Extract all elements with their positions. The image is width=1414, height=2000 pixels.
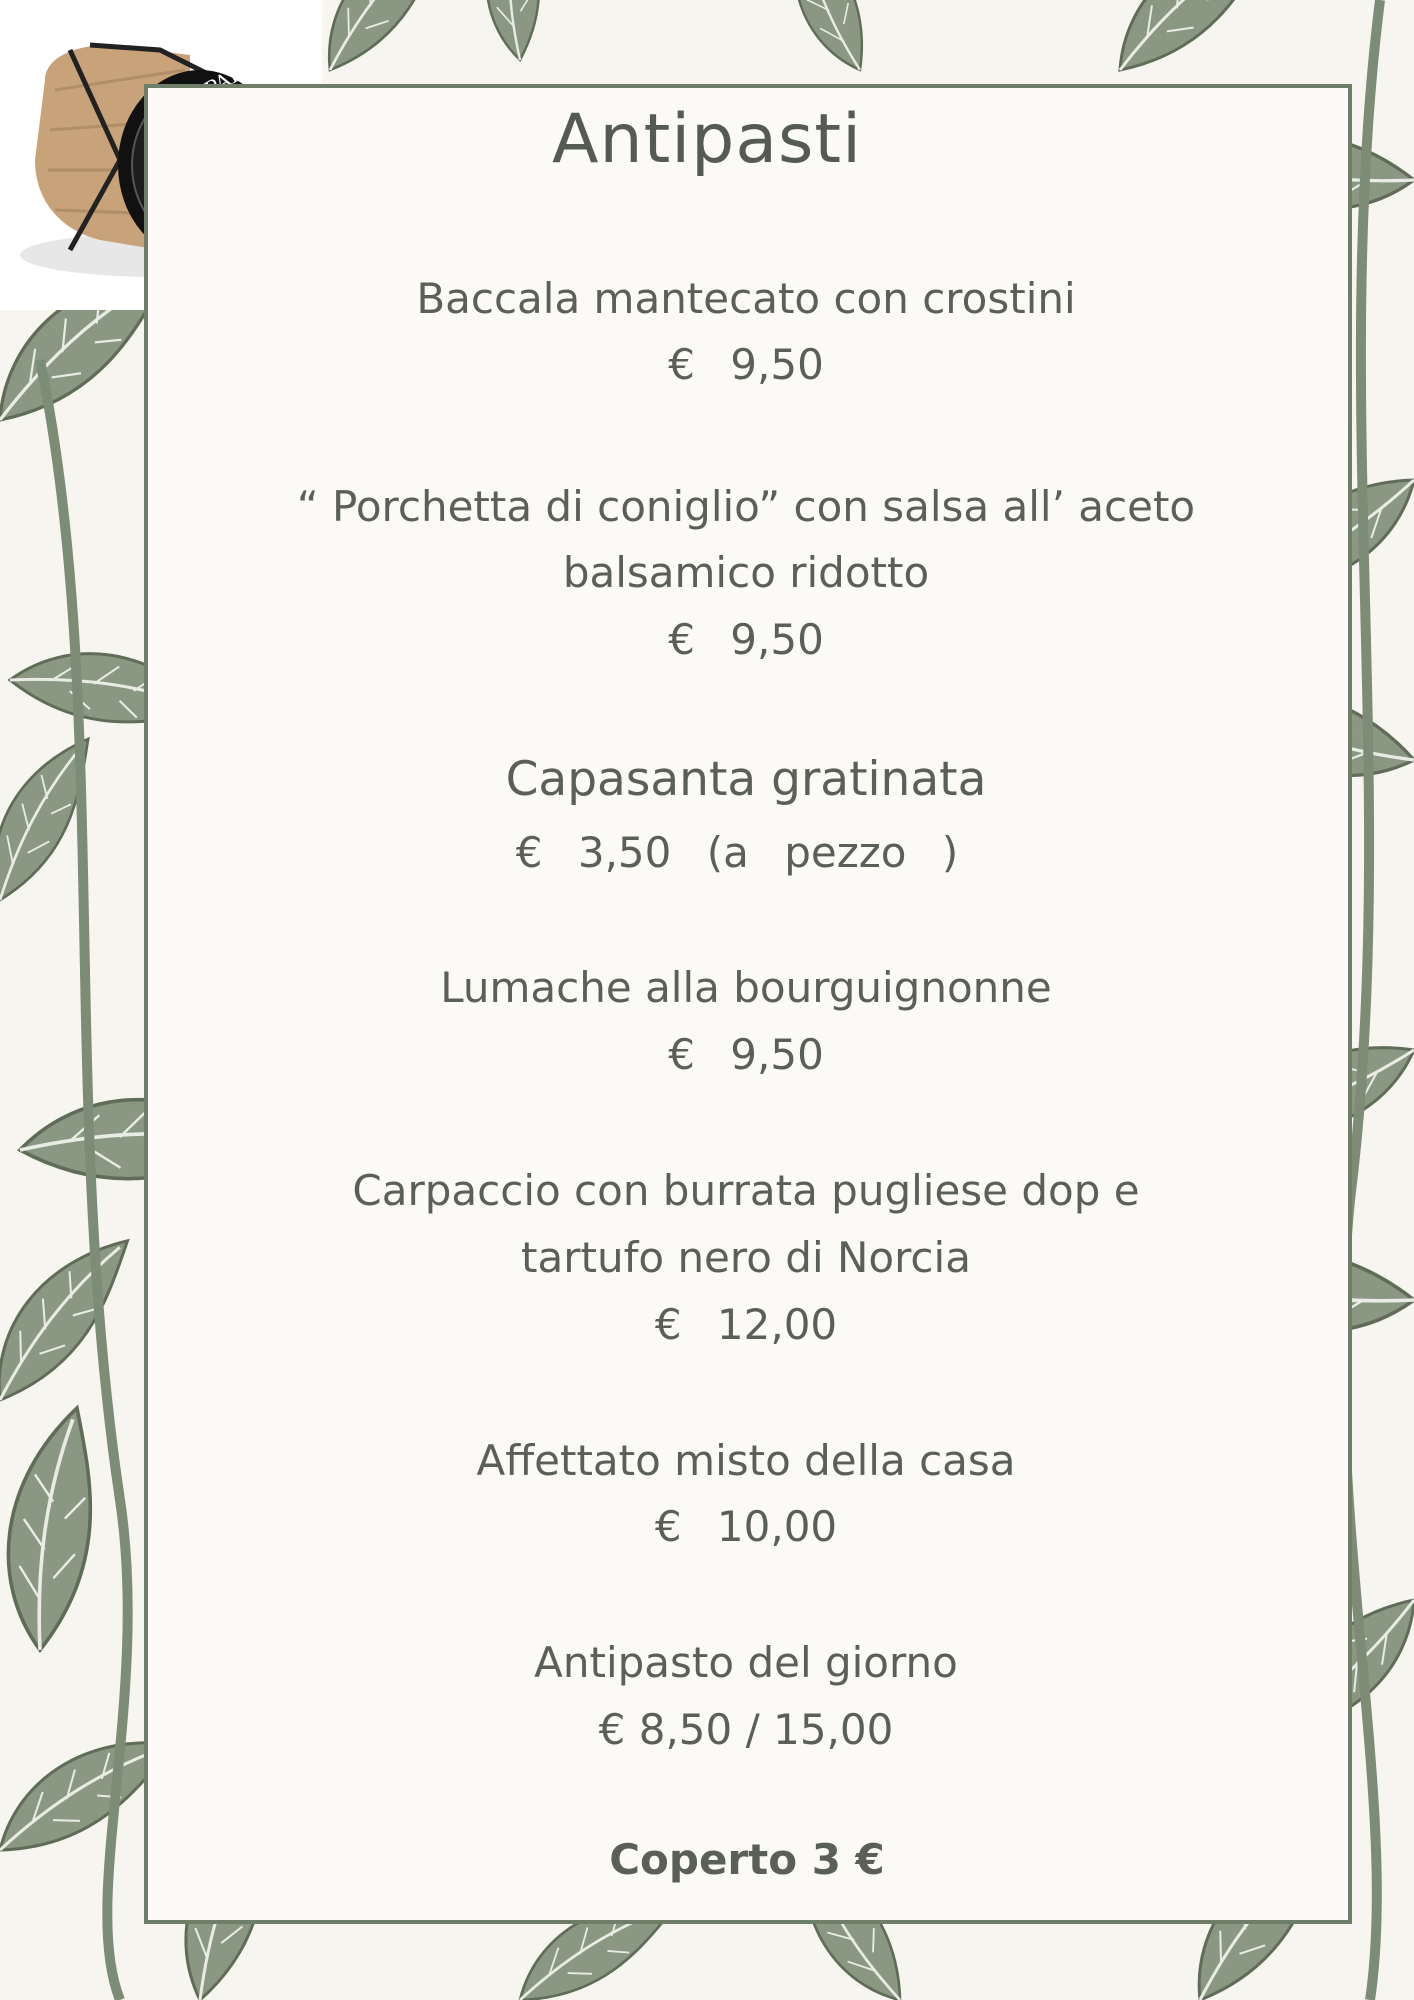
menu-item-price: € 9,50 <box>668 1030 824 1079</box>
menu-item-price: € 9,50 <box>668 615 824 664</box>
menu-item-price: € 10,00 <box>654 1502 838 1551</box>
cover-charge: Coperto 3 € <box>609 1835 885 1884</box>
menu-item-price: € 3,50 (a pezzo ) <box>515 828 959 877</box>
menu-item-name-line2: tartufo nero di Norcia <box>521 1233 971 1282</box>
menu-item-name: Lumache alla bourguignonne <box>440 963 1052 1012</box>
menu-item-name: Affettato misto della casa <box>476 1436 1016 1485</box>
menu-item-name: Antipasto del giorno <box>534 1638 958 1687</box>
menu-item-price: € 9,50 <box>668 340 824 389</box>
menu-item-name: Baccala mantecato con crostini <box>416 274 1076 323</box>
menu-item-name: Carpaccio con burrata pugliese dop e <box>352 1166 1140 1215</box>
menu-item-name: “ Porchetta di coniglio” con salsa all’ aceto <box>296 482 1196 531</box>
menu-item-name-line2: balsamico ridotto <box>562 548 930 597</box>
menu-item-name: Capasanta gratinata <box>505 752 987 807</box>
menu-item-price: € 12,00 <box>654 1300 838 1349</box>
menu-item-price: € 8,50 / 15,00 <box>598 1705 894 1754</box>
page-title: Antipasti <box>552 100 862 179</box>
